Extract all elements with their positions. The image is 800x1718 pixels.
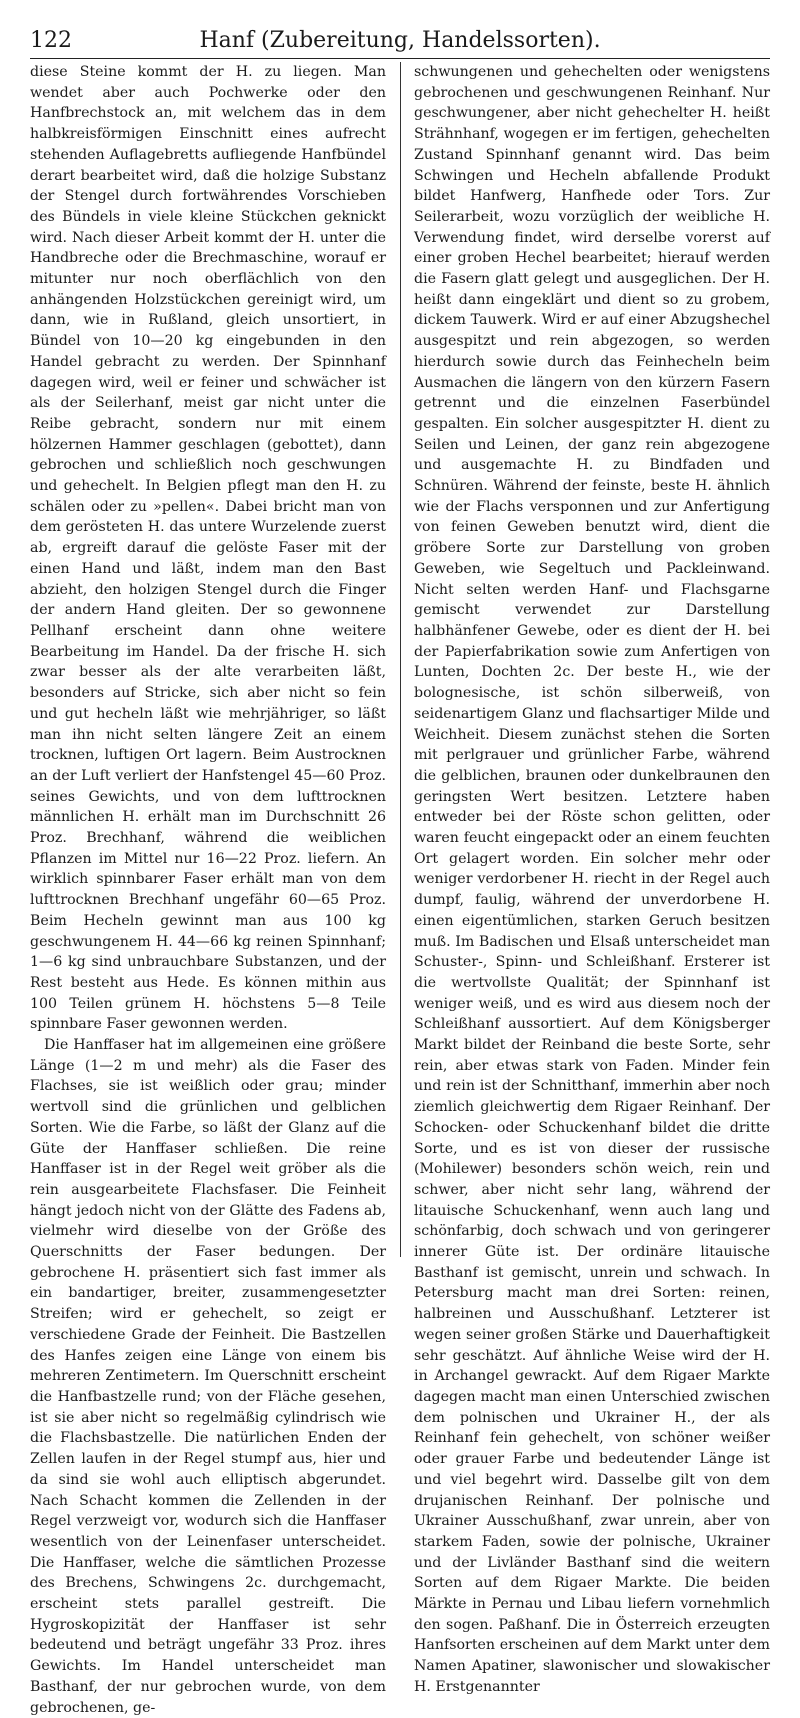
paragraph: schwungenen und gehechelten oder wenigstens gebrochenen und geschwungenen Reinhanf. Nur geschwungener, aber nicht gehechelter H. heißt Strähnhanf, wogegen er im fertigen, gehechelten Zustand Spinnhanf genannt wird. Das beim Schwingen und Hecheln abfallende Produkt bildet Hanfwerg, Hanfhede oder Tors. Zur Seilerarbeit, wozu vorzüglich der weibliche H. Verwendung findet, wird derselbe vorerst auf einer groben Hechel bearbeitet; hierauf werden die Fasern glatt gelegt und ausgeglichen. Der H. heißt dann eingeklärt und dient so zu grobem, dickem Tauwerk. Wird er auf einer Abzugshechel ausgespitzt und rein abgezogen, so werden hierdurch sowie durch das Feinhecheln beim Ausmachen die längern von den kürzern Fasern getrennt und die einzelnen Faserbündel gespalten. Ein solcher ausgespitzter H. dient zu Seilen und Leinen, der ganz rein abgezogene und ausgemachte H. zu Bindfaden und Schnüren. Während der feinste, beste H. ähnlich wie der Flachs versponnen und zur Anfertigung von feinen Geweben benutzt wird, dient die gröbere Sorte zur Darstellung von groben Geweben, wie Segeltuch und Packleinwand. Nicht selten werden Hanf- und Flachsgarne gemischt verwendet zur Darstellung halbhänfener Gewebe, oder es dient der H. bei der Papierfabrikation sowie zum Anfertigen von Lunten, Dochten 2c. Der beste H., wie der bolognesische, ist schön silberweiß, von seidenartigem Glanz und flachsartiger Milde und Weichheit. Diesem zunächst stehen die Sorten mit perlgrauer und grünlicher Farbe, während die gelblichen, braunen oder dunkelbraunen den geringsten Wert besitzen. Letztere haben entweder bei der Röste schon gelitten, oder waren feucht eingepackt oder an einem feuchten Ort gelagert worden. Ein solcher mehr oder weniger verdorbener H. riecht in der Regel auch dumpf, faulig, während der unverdorbene H. einen eigentümlichen, starken Geruch besitzen muß. Im Badischen und Elsaß unterscheidet man Schuster-, Spinn- und Schleißhanf. Ersterer ist die wertvollste Qualität; der Spinnhanf ist weniger weiß, und es wird aus diesem noch der Schleißhanf aussortiert. Auf dem Königsberger Markt bildet der Reinband die beste Sorte, sehr rein, aber etwas stark von Faden. Minder fein und rein ist der Schnitthanf, immerhin aber noch ziemlich gleichwertig dem Rigaer Reinhanf. Der Schocken- oder Schuckenhanf bildet die dritte Sorte, und es ist von dieser der russische (Mohilewer) besonders schön weich, rein und schwer, aber nicht sehr lang, während der litauische Schuckenhanf, wenn auch lang und schönfarbig, doch schwach und von geringerer innerer Güte ist. Der ordinäre litauische Basthanf ist gemischt, unrein und schwach. In Petersburg macht man drei Sorten: reinen, halbreinen und Ausschußhanf. Letzterer ist wegen seiner großen Stärke und Dauerhaftigkeit sehr geschätzt. Auf ähnliche Weise wird der H. in Archangel gewrackt. Auf dem Rigaer Markte dagegen macht man einen Unterschied zwischen dem polnischen und Ukrainer H., der als Reinhanf fein gehechelt, von schöner weißer oder grauer Farbe und bedeutender Länge ist und viel begehrt wird. Dasselbe gilt von dem drujanischen Reinhanf. Der polnische und Ukrainer Ausschußhanf, zwar unrein, aber von starkem Faden, sowie der polnische, Ukrainer und der Livländer Basthanf sind die weitern Sorten auf dem Rigaer Markte. Die beiden Märkte in Pernau und Libau liefern vornehmlich den sogen. Paßhanf. Die in Österreich erzeugten Hanfsorten erscheinen auf dem Markt unter dem Namen Apatiner, slawonischer und slowakischer H. Erstgenannter	[414, 64, 770, 1695]
paragraph: diese Steine kommt der H. zu liegen. Man wendet aber auch Pochwerke oder den Hanfbrechstock an, mit welchem das in dem halbkreisförmigen Einschnitt eines aufrecht stehenden Auflagebretts aufliegende Hanfbündel derart bearbeitet wird, daß die holzige Substanz der Stengel durch fortwährendes Vorschieben des Bündels in viele kleine Stückchen geknickt wird. Nach dieser Arbeit kommt der H. unter die Handbreche oder die Brechmaschine, worauf er mitunter nur noch oberflächlich von den anhängenden Holzstückchen gereinigt wird, um dann, wie in Rußland, gleich unsortiert, in Bündel von 10—20 kg eingebunden in den Handel gebracht zu werden. Der Spinnhanf dagegen wird, weil er feiner und schwächer ist als der Seilerhanf, meist gar nicht unter die Reibe gebracht, sondern nur mit einem hölzernen Hammer geschlagen (gebottet), dann gebrochen und schließlich noch geschwungen und gehechelt. In Belgien pflegt man den H. zu schälen oder zu »pellen«. Dabei bricht man von dem gerösteten H. das untere Wurzelende zuerst ab, ergreift darauf die gelöste Faser mit der einen Hand und läßt, indem man den Bast abzieht, den holzigen Stengel durch die Finger der andern Hand gleiten. Der so gewonnene Pellhanf erscheint dann ohne weitere Bearbeitung im Handel. Da der frische H. sich zwar besser als der alte verarbeiten läßt, besonders auf Stricke, sich aber nicht so fein und gut hecheln läßt wie mehrjähriger, so läßt man ihn nicht selten längere Zeit an einem trocknen, luftigen Ort lagern. Beim Austrocknen an der Luft verliert der Hanfstengel 45—60 Proz. seines Gewichts, und von dem lufttrocknen männlichen H. erhält man im Durchschnitt 26 Proz. Brechhanf, während die weiblichen Pflanzen im Mittel nur 16—22 Proz. liefern. An wirklich spinnbarer Faser erhält man von dem lufttrocknen Brechhanf ungefähr 60—65 Proz. Beim Hecheln gewinnt man aus 100 kg geschwungenem H. 44—66 kg reinen Spinnhanf; 1—6 kg sind unbrauchbare Substanzen, und der Rest besteht aus Hede. Es können mithin aus 100 Teilen grünem H. höchstens 5—8 Teile spinnbare Faser gewonnen werden.	[30, 64, 386, 1033]
text-columns	[30, 62, 770, 1716]
left-column	[30, 62, 386, 1716]
running-title: Hanf (Zubereitung, Handelssorten).	[199, 28, 601, 53]
page-number: 122	[30, 28, 72, 53]
right-column	[414, 62, 770, 1695]
page-header	[30, 22, 770, 59]
column-divider	[400, 62, 401, 1257]
paragraph: Die Hanffaser hat im allgemeinen eine größere Länge (1—2 m und mehr) als die Faser des Flachses, sie ist weißlich oder grau; minder wertvoll sind die grünlichen und gelblichen Sorten. Wie die Farbe, so läßt der Glanz auf die Güte der Hanffaser schließen. Die reine Hanffaser ist in der Regel weit gröber als die rein ausgearbeitete Flachsfaser. Die Feinheit hängt jedoch nicht von der Glätte des Fadens ab, vielmehr wird dieselbe von der Größe des Querschnitts der Faser bedungen. Der gebrochene H. präsentiert sich fast immer als ein bandartiger, breiter, zusammengesetzter Streifen; wird er gehechelt, so zeigt er verschiedene Grade der Feinheit. Die Bastzellen des Hanfes zeigen eine Länge von einem bis mehreren Zentimetern. Im Querschnitt erscheint die Hanfbastzelle rund; von der Fläche gesehen, ist sie aber nicht so regelmäßig cylindrisch wie die Flachsbastzelle. Die natürlichen Enden der Zellen laufen in der Regel stumpf aus, hier und da sind sie wohl auch elliptisch abgerundet. Nach Schacht kommen die Zellenden in der Regel verzweigt vor, wodurch sich die Hanffaser wesentlich von der Leinenfaser unterscheidet. Die Hanffaser, welche die sämtlichen Prozesse des Brechens, Schwingens 2c. durchgemacht, erscheint stets parallel gestreift. Die Hygroskopizität der Hanffaser ist sehr bedeutend und beträgt ungefähr 33 Proz. ihres Gewichts. Im Handel unterscheidet man Basthanf, der nur gebrochen wurde, von dem gebrochenen, ge-	[30, 1037, 386, 1716]
